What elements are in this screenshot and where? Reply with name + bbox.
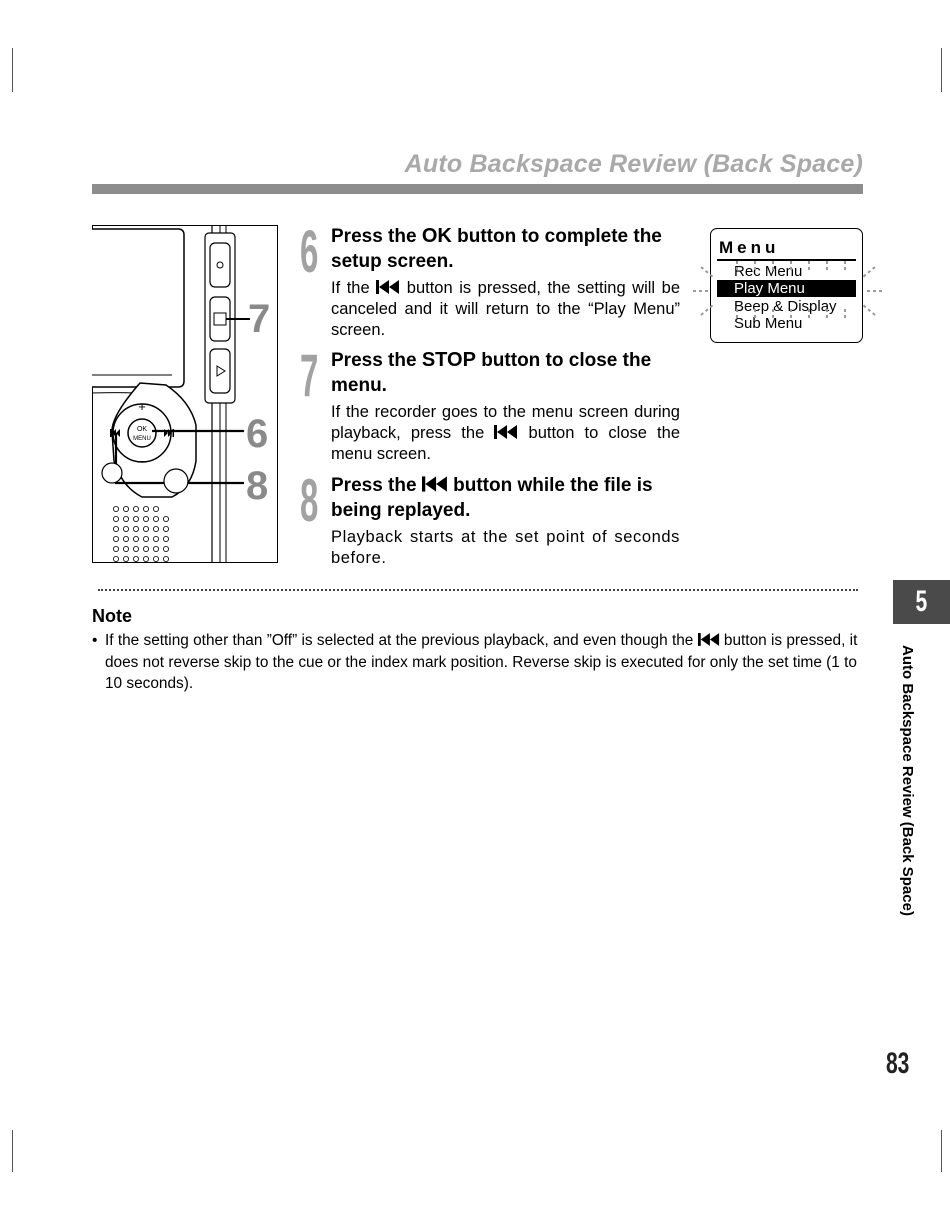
header-rule xyxy=(92,184,863,194)
step-body: If the button is pressed, the setting will be canceled and it will return to the “Play Menu” screen. xyxy=(331,279,680,339)
lcd-item: Rec Menu xyxy=(734,263,803,280)
step-7 xyxy=(300,342,680,465)
flash-rays-icon xyxy=(693,251,883,331)
step-body: Playback starts at the set point of seconds before. xyxy=(331,528,680,567)
note-title: Note xyxy=(92,606,132,626)
ok-key-label: OK xyxy=(136,426,148,433)
ok-key: OK xyxy=(421,225,452,247)
step-8 xyxy=(300,467,680,569)
step-body: If the recorder goes to the menu screen during playback, press the button to close the menu screen. xyxy=(331,403,680,463)
step-number: 6 xyxy=(300,218,319,285)
recorder-illustration xyxy=(92,225,278,563)
side-section-title: Auto Backspace Review (Back Space) xyxy=(899,645,916,916)
lcd-item: Sub Menu xyxy=(734,315,803,332)
step-heading: Press the STOP button to close the menu. xyxy=(331,349,652,396)
lcd-item-selected: Play Menu xyxy=(717,280,856,297)
lcd-menu-screen xyxy=(710,228,863,343)
crop-mark xyxy=(12,48,13,92)
page-header-title: Auto Backspace Review (Back Space) xyxy=(404,150,863,178)
skip-back-icon xyxy=(698,633,720,646)
plus-label: + xyxy=(138,399,146,414)
callout-8: 8 xyxy=(246,464,269,508)
skip-back-icon xyxy=(376,280,400,294)
callout-7: 7 xyxy=(248,297,271,341)
dotted-divider xyxy=(98,589,858,591)
crop-mark xyxy=(941,48,942,92)
chapter-tab: 5 xyxy=(893,580,950,624)
lcd-title: Menu xyxy=(719,238,780,257)
callout-6: 6 xyxy=(246,412,269,456)
menu-key-label: MENU xyxy=(133,436,151,442)
skip-back-icon xyxy=(494,425,518,439)
step-heading: Press the OK button to complete the setup screen. xyxy=(331,225,662,272)
bullet: • xyxy=(92,632,98,649)
note-item: • If the setting other than ”Off” is selected at the previous playback, and even though the button is pressed, it does not reverse skip to the cue or the index mark position. Reverse skip is executed for only the set time (1 to 10 seconds). xyxy=(92,632,858,692)
step-6 xyxy=(300,218,680,341)
minus-label: – xyxy=(138,453,146,468)
lcd-item: Beep & Display xyxy=(734,298,837,315)
stop-key: STOP xyxy=(421,349,476,371)
page-number: 83 xyxy=(886,1047,910,1080)
crop-mark xyxy=(941,1130,942,1172)
step-number: 7 xyxy=(300,342,319,409)
step-heading: Press the button while the file is being replayed. xyxy=(331,475,653,521)
crop-mark xyxy=(12,1130,13,1172)
skip-back-icon xyxy=(422,476,448,492)
step-number: 8 xyxy=(300,467,319,534)
